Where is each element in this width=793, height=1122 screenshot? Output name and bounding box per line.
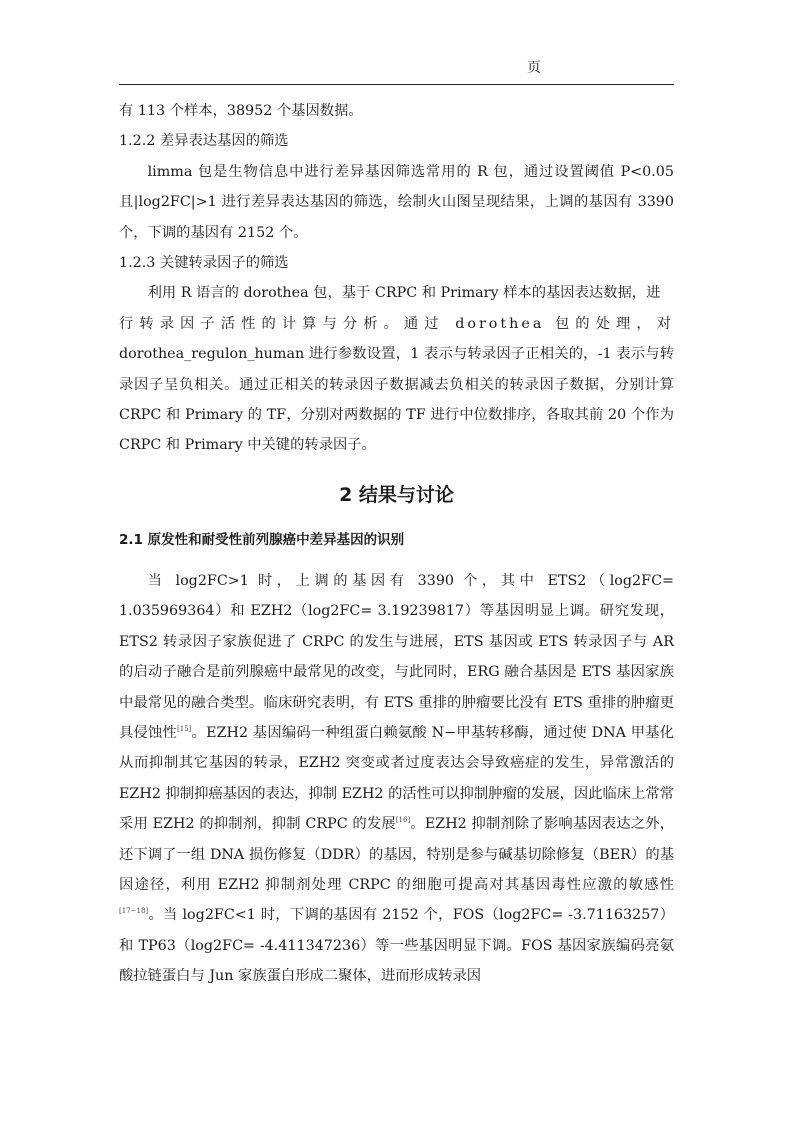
chapter-title: 2 结果与讨论 xyxy=(339,483,454,506)
page-body xyxy=(119,96,674,992)
results-text-4: 。当 log2FC<1 时，下调的基因有 2152 个，FOS（log2FC= -3.71163257）和 TP63（log2FC= -4.411347236）等一些基因明显下调。FOS 基因家族编码亮氨酸拉链蛋白与 Jun 家族蛋白形成二聚体，进而形成转录因 xyxy=(119,907,674,985)
paragraph-dorothea-line2: 行转录因子活性的计算与分析。通过 dorothea 包的处理，对 xyxy=(119,315,674,332)
subsection-heading-1-2-3: 1.2.3 关键转录因子的筛选 xyxy=(119,255,289,272)
paragraph-dorothea-line1: 利用 R 语言的 dorothea 包，基于 CRPC 和 Primary 样本的基因表达数据，进 xyxy=(147,285,661,302)
results-text-3: 。EZH2 抑制剂除了影响基因表达之外，还下调了一组 DNA 损伤修复（DDR）的基因，特别是参与碱基切除修复（BER）的基因途径，利用 EZH2 抑制剂处理 CRPC 的细胞可提高对其基因毒性应激的敏感性 xyxy=(119,816,674,893)
citation-17-18: [17−18] xyxy=(119,907,149,916)
paragraph-intro: 有 113 个样本，38952 个基因数据。 xyxy=(119,103,363,119)
results-text-2: 。EZH2 基因编码一种组蛋白赖氨酸 N−甲基转移酶，通过使 DNA 甲基化从而抑制其它基因的转录，EZH2 突变或者过度表达会导致癌症的发生，异常激活的 EZH2 抑制抑癌基因的表达，抑制 EZH2 的活性可以抑制肿瘤的发展，因此临床上常常采用 EZH2 的抑制剂，抑制 CRPC 的发展 xyxy=(119,724,674,833)
citation-15: [15] xyxy=(177,725,192,734)
subsection-heading-1-2-2: 1.2.2 差异表达基因的筛选 xyxy=(119,133,289,150)
page-header: 页 xyxy=(527,60,541,76)
section-heading-2-1: 2.1 原发性和耐受性前列腺癌中差异基因的识别 xyxy=(119,531,405,548)
paragraph-dorothea-rest: dorothea_regulon_human 进行参数设置，1 表示与转录因子正相关的，-1 表示与转录因子呈负相关。通过正相关的转录因子数据减去负相关的转录因子数据，分别计算 CRPC 和 Primary 的 TF，分别对两数据的 TF 进行中位数排序，各取其前 20 个作为 CRPC 和 Primary 中关键的转录因子。 xyxy=(119,346,674,454)
paragraph-results xyxy=(119,566,674,992)
paragraph-limma: limma 包是生物信息中进行差异基因筛选常用的 R 包，通过设置阈值 P<0.05 且|log2FC|>1 进行差异表达基因的筛选，绘制火山图呈现结果，上调的基因有 3390 个，下调的基因有 2152 个。 xyxy=(119,163,674,241)
header-rule xyxy=(119,84,674,85)
results-text-1: 当 log2FC>1 时，上调的基因有 3390 个，其中 ETS2（log2FC= 1.035969364）和 EZH2（log2FC= 3.19239817）等基因明显上调。研究发现，ETS2 转录因子家族促进了 CRPC 的发生与进展，ETS 基因或 ETS 转录因子与 AR 的启动子融合是前列腺癌中最常见的改变，与此同时，ERG 融合基因是 ETS 基因家族中最常见的融合类型。临床研究表明，有 ETS 重排的肿瘤要比没有 ETS 重排的肿瘤更具侵蚀性 xyxy=(119,572,674,741)
citation-16: [16] xyxy=(395,816,411,825)
